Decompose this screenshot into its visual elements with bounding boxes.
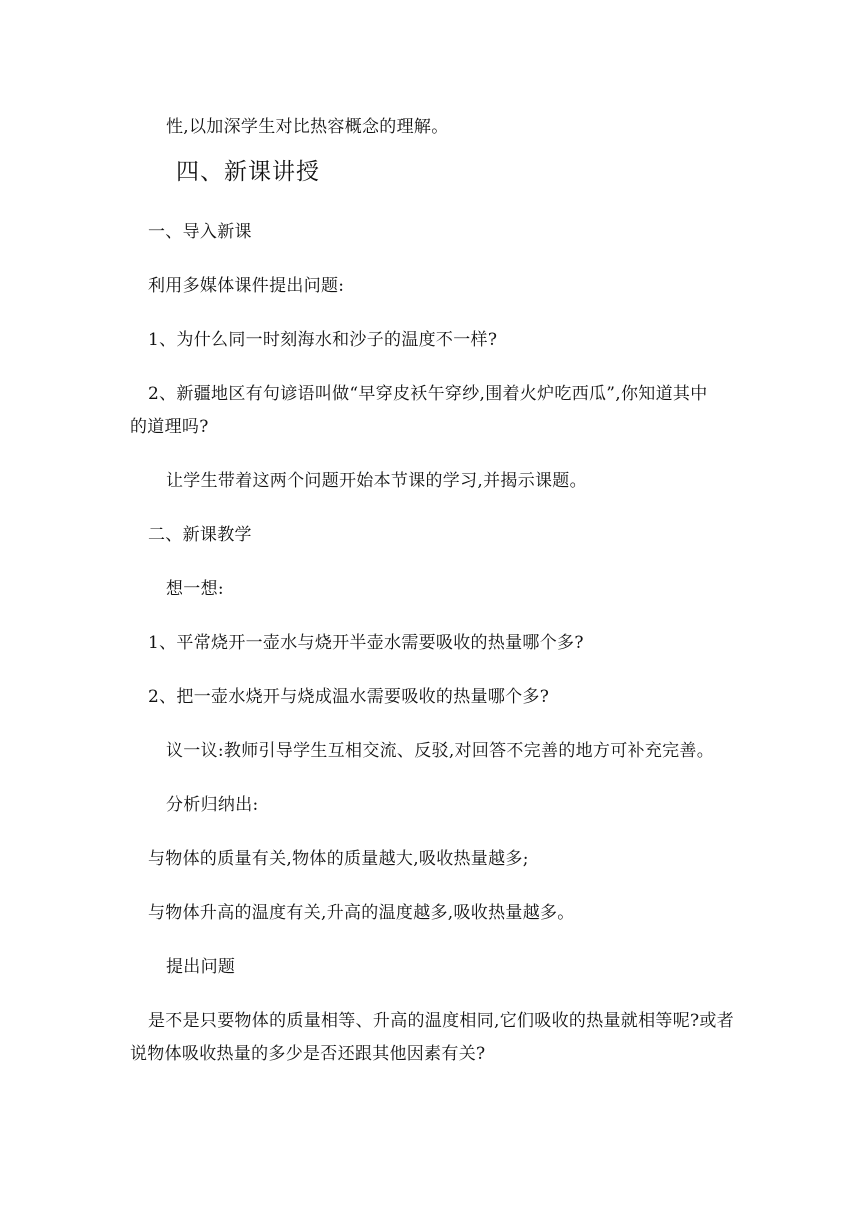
conclusion-item: 与物体升高的温度有关,升高的温度越多,吸收热量越多。 <box>148 903 575 923</box>
subsection-heading: 一、导入新课 <box>148 222 252 242</box>
paragraph: 分析归纳出: <box>166 795 259 815</box>
question-item: 1、为什么同一时刻海水和沙子的温度不一样? <box>148 330 498 350</box>
paragraph: 议一议:教师引导学生互相交流、反驳,对回答不完善的地方可补充完善。 <box>166 741 715 761</box>
section-heading: 四、新课讲授 <box>176 159 320 185</box>
paragraph: 提出问题 <box>166 957 236 977</box>
question-item: 1、平常烧开一壶水与烧开半壶水需要吸收的热量哪个多? <box>148 633 584 653</box>
paragraph: 让学生带着这两个问题开始本节课的学习,并揭示课题。 <box>166 471 587 491</box>
conclusion-item: 与物体的质量有关,物体的质量越大,吸收热量越多; <box>148 849 529 869</box>
paragraph: 是不是只要物体的质量相等、升高的温度相同,它们吸收的热量就相等呢?或者 <box>148 1011 735 1031</box>
paragraph-continuation: 性,以加深学生对比热容概念的理解。 <box>166 117 449 137</box>
subsection-heading: 二、新课教学 <box>148 525 252 545</box>
question-item-continuation: 的道理吗? <box>130 417 209 437</box>
question-item: 2、把一壶水烧开与烧成温水需要吸收的热量哪个多? <box>148 687 550 707</box>
paragraph: 利用多媒体课件提出问题: <box>148 276 345 296</box>
question-item: 2、新疆地区有句谚语叫做“早穿皮袄午穿纱,围着火炉吃西瓜”,你知道其中 <box>148 384 708 404</box>
paragraph-continuation: 说物体吸收热量的多少是否还跟其他因素有关? <box>130 1044 486 1064</box>
paragraph: 想一想: <box>166 579 224 599</box>
